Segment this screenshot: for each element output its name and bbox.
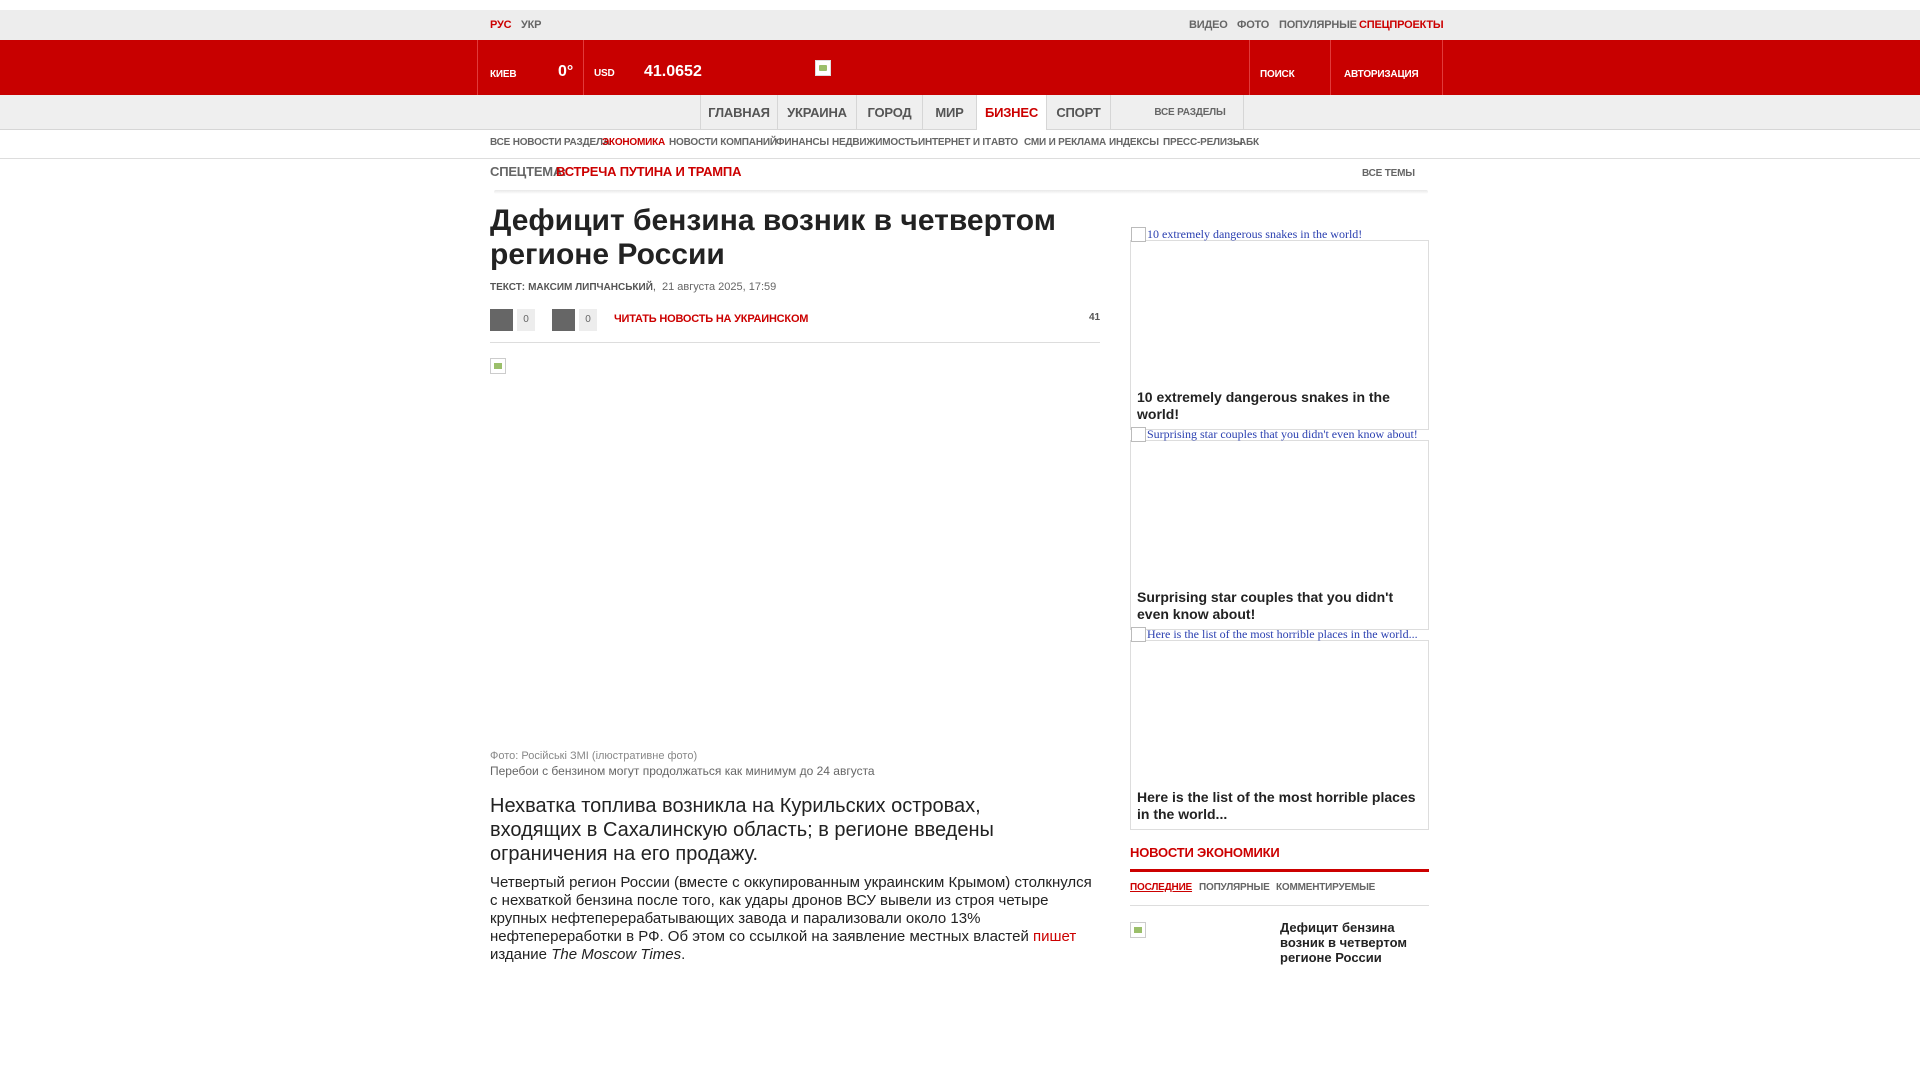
source-link[interactable]: пишет	[1033, 928, 1077, 945]
subnav-divider	[0, 158, 1920, 159]
special-topic-link[interactable]: ВСТРЕЧА ПУТИНА И ТРАМПА	[556, 164, 742, 179]
login-link[interactable]: АВТОРИЗАЦИЯ	[1344, 69, 1419, 80]
article-date: 21 августа 2025, 17:59	[661, 281, 777, 293]
author-prefix: ТЕКСТ:	[490, 282, 526, 293]
tab-latest[interactable]: ПОСЛЕДНИЕ	[1130, 882, 1193, 893]
photo-caption: Перебои с бензином могут продолжаться как минимум до 24 августа	[490, 764, 875, 778]
body-text-after: издание	[490, 946, 548, 963]
weather-city[interactable]: КИЕВ	[490, 69, 517, 80]
broken-image-icon	[1131, 627, 1146, 642]
source-name: The Moscow Times	[551, 946, 682, 963]
nav-ukraine[interactable]: УКРАИНА	[787, 105, 847, 120]
article-lead: Нехватка топлива возникла на Курильских островах, входящих в Сахалинскую область; в регионе введены ограничения на его продажу.	[490, 795, 994, 865]
subnav-auto[interactable]: АВТО	[991, 137, 1018, 148]
article-photo	[490, 358, 506, 374]
promo-title[interactable]: 10 extremely dangerous snakes in the world!	[1137, 389, 1390, 422]
nav-home[interactable]: ГЛАВНАЯ	[708, 105, 770, 120]
article-body	[490, 874, 1100, 964]
header-divider	[477, 40, 478, 95]
share-count: 0	[579, 309, 597, 331]
photo-link[interactable]: ФОТО	[1237, 19, 1270, 31]
article-title: Дефицит бензина возник в четвертом регионе России	[490, 204, 1056, 271]
subnav-all-news[interactable]: ВСЕ НОВОСТИ РАЗДЕЛА	[490, 137, 610, 148]
promo-image[interactable]	[1131, 627, 1418, 643]
views-count: 41	[1089, 312, 1101, 323]
site-logo-icon[interactable]	[815, 60, 831, 76]
news-item-title[interactable]: Дефицит бензина возник в четвертом регионе России	[1280, 920, 1407, 965]
body-end: .	[681, 946, 686, 963]
lang-ru-link[interactable]: РУС	[490, 19, 512, 31]
nav-all-sections[interactable]: ВСЕ РАЗДЕЛЫ	[1154, 107, 1226, 118]
nav-divider	[1243, 95, 1244, 130]
promo-image-alt: 10 extremely dangerous snakes in the world!	[1147, 227, 1363, 241]
popular-link[interactable]: ПОПУЛЯРНЫЕ	[1279, 19, 1357, 31]
promo-title[interactable]: Here is the list of the most horrible places in the world...	[1137, 789, 1416, 822]
photo-credit: Фото: Російські ЗМІ (ілюстративне фото)	[490, 750, 698, 762]
promo-image-alt: Here is the list of the most horrible places in the world...	[1147, 627, 1418, 641]
subnav-internet-it[interactable]: ИНТЕРНЕТ И IT	[918, 137, 991, 148]
subnav-press-releases[interactable]: ПРЕСС-РЕЛИЗЫ	[1163, 137, 1243, 148]
promo-card[interactable]	[1130, 427, 1429, 630]
header-divider	[1442, 40, 1443, 95]
share-facebook-button[interactable]	[490, 309, 513, 331]
subnav-abk[interactable]: АБК	[1239, 137, 1259, 148]
subnav-indexes[interactable]: ИНДЕКСЫ	[1109, 137, 1159, 148]
all-topics-link[interactable]: ВСЕ ТЕМЫ	[1362, 168, 1415, 179]
currency-code: USD	[594, 68, 615, 79]
share-count: 0	[517, 309, 535, 331]
header-divider	[583, 40, 584, 95]
promo-card[interactable]	[1130, 227, 1429, 430]
header-divider	[1330, 40, 1331, 95]
author-name[interactable]: МАКСИМ ЛИПЧАНСЬКИЙ	[528, 282, 653, 293]
broken-image-icon	[1131, 227, 1146, 242]
special-topic-label: СПЕЦТЕМА:	[490, 164, 567, 179]
nav-city[interactable]: ГОРОД	[867, 105, 912, 120]
share-twitter-button[interactable]	[552, 309, 575, 331]
video-link[interactable]: ВИДЕО	[1189, 19, 1228, 31]
nav-sport[interactable]: СПОРТ	[1056, 105, 1101, 120]
currency-rate: 41.0652	[644, 63, 702, 80]
search-link[interactable]: ПОИСК	[1260, 69, 1295, 80]
promo-image[interactable]	[1131, 227, 1371, 243]
special-topic-divider	[494, 190, 1428, 194]
promo-title[interactable]: Surprising star couples that you didn't even know about!	[1137, 589, 1394, 622]
meta-divider	[490, 342, 1100, 343]
subnav-finance[interactable]: ФИНАНСЫ	[776, 137, 829, 148]
top-bar	[0, 10, 1920, 40]
read-in-ukrainian-link[interactable]: ЧИТАТЬ НОВОСТЬ НА УКРАИНСКОМ	[614, 313, 809, 325]
weather-temperature: 0°	[558, 63, 574, 80]
economy-news-heading[interactable]: НОВОСТИ ЭКОНОМИКИ	[1130, 845, 1280, 860]
promo-card[interactable]	[1130, 627, 1429, 830]
news-thumbnail[interactable]	[1130, 922, 1146, 938]
subnav-company-news[interactable]: НОВОСТИ КОМПАНИЙ	[669, 137, 777, 148]
special-projects-link[interactable]: СПЕЦПРОЕКТЫ	[1359, 19, 1444, 31]
nav-world[interactable]: МИР	[935, 105, 964, 120]
nav-business[interactable]: БИЗНЕС	[977, 95, 1046, 130]
header-divider	[1249, 40, 1250, 95]
tab-commented[interactable]: КОММЕНТИРУЕМЫЕ	[1276, 882, 1376, 893]
tab-popular[interactable]: ПОПУЛЯРНЫЕ	[1199, 882, 1270, 893]
broken-image-icon	[1131, 427, 1146, 442]
economy-news-underline	[1130, 869, 1429, 872]
article-byline: ТЕКСТ: МАКСИМ ЛИПЧАНСЬКИЙ, 21 августа 2025, 17:59	[490, 281, 777, 293]
header-bar	[0, 40, 1920, 95]
promo-image[interactable]	[1131, 427, 1418, 443]
subnav-economy[interactable]: ЭКОНОМИКА	[602, 137, 666, 148]
body-text: Четвертый регион России (вместе с оккупированным украинским Крымом) столкнулся с нехваткой бензина после того, как удары дронов ВСУ вывели из строя четыре крупных нефтеперерабатывающих завода и парализовали около 13% нефтепереработки в РФ. Об этом со ссылкой на заявление местных властей	[490, 874, 1092, 945]
subnav-real-estate[interactable]: НЕДВИЖИМОСТЬ	[832, 137, 918, 148]
tabs-divider	[1130, 905, 1429, 906]
lang-ua-link[interactable]: УКР	[521, 19, 542, 31]
promo-image-alt: Surprising star couples that you didn't even know about!	[1147, 427, 1418, 441]
subnav-media[interactable]: СМИ И РЕКЛАМА	[1024, 137, 1106, 148]
nav-divider	[1110, 95, 1111, 130]
